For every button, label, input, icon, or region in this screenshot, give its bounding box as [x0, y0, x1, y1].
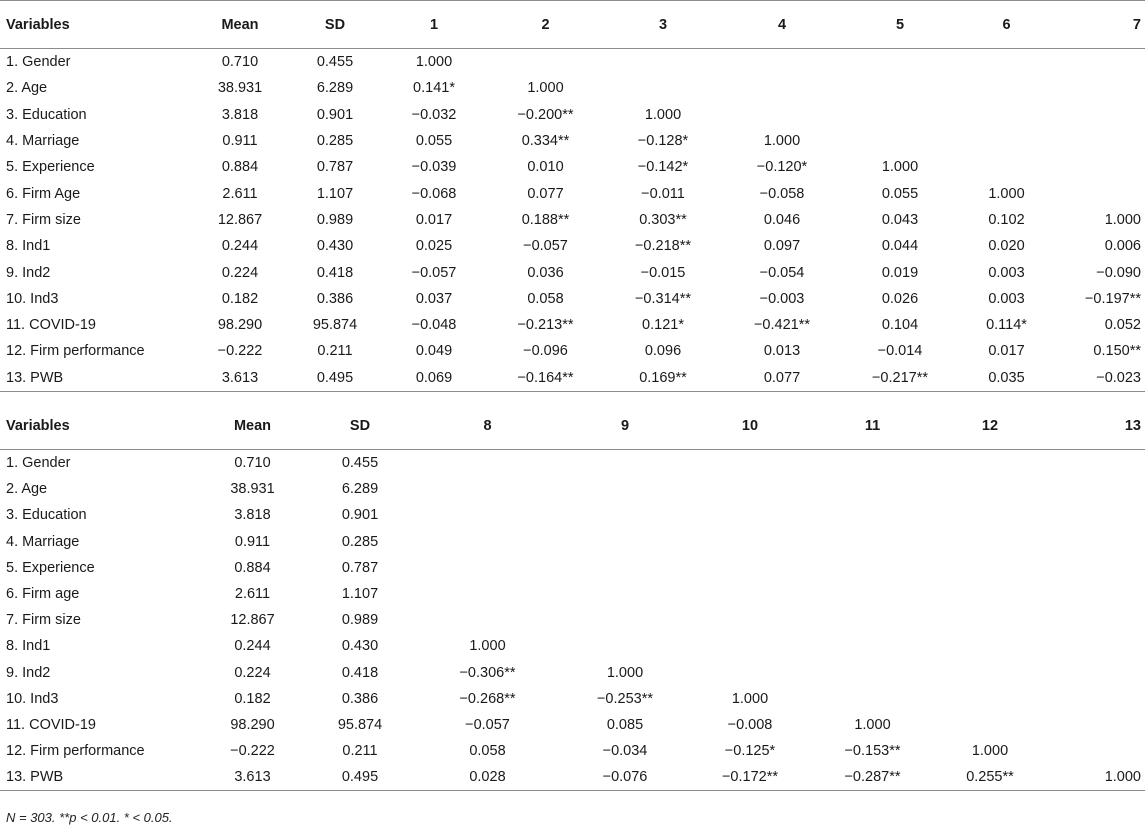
- value-cell: 1.000: [971, 743, 1009, 760]
- variable-name-cell: 6. Firm age: [6, 586, 80, 603]
- value-cell: 0.418: [316, 264, 354, 281]
- value-cell: [1054, 102, 1145, 128]
- header-sd: SD: [324, 16, 346, 33]
- value-cell: [841, 128, 959, 154]
- value-cell: −0.015: [640, 264, 686, 281]
- value-cell: 0.141*: [413, 80, 455, 97]
- value-cell: 0.058: [527, 290, 564, 307]
- value-cell: 0.055: [881, 185, 919, 202]
- value-cell: 0.901: [341, 507, 379, 524]
- correlation-table-part-2: [0, 402, 1145, 791]
- header-col-6: 6: [1002, 16, 1011, 33]
- table-row: [0, 75, 1145, 101]
- header-col-13: 13: [1124, 417, 1141, 434]
- variable-name-cell: 13. PWB: [6, 369, 64, 386]
- value-cell: [1045, 502, 1145, 528]
- value-cell: [1045, 738, 1145, 764]
- value-cell: −0.287**: [844, 769, 901, 786]
- value-cell: 0.046: [763, 211, 801, 228]
- value-cell: [560, 581, 690, 607]
- value-cell: [560, 450, 690, 477]
- table-body-part-2: [0, 450, 1145, 791]
- value-cell: [603, 49, 723, 76]
- value-cell: 0.211: [342, 743, 378, 760]
- value-cell: −0.268**: [459, 690, 516, 707]
- value-cell: [1054, 128, 1145, 154]
- value-cell: 38.931: [230, 481, 275, 498]
- value-cell: [1054, 49, 1145, 76]
- value-cell: 0.455: [316, 54, 354, 71]
- value-cell: 0.255**: [966, 769, 1014, 786]
- value-cell: −0.003: [759, 290, 805, 307]
- value-cell: [690, 660, 810, 686]
- value-cell: 95.874: [337, 716, 383, 733]
- value-cell: 0.028: [469, 769, 506, 786]
- value-cell: 0.911: [222, 133, 258, 150]
- variable-name-cell: 12. Firm performance: [6, 743, 145, 760]
- value-cell: [415, 581, 560, 607]
- value-cell: [935, 502, 1045, 528]
- variable-name-cell: 11. COVID-19: [6, 317, 96, 334]
- value-cell: 0.044: [881, 238, 919, 255]
- value-cell: 1.000: [988, 185, 1025, 202]
- value-cell: 0.169**: [639, 369, 687, 386]
- value-cell: −0.200**: [517, 106, 574, 123]
- value-cell: 1.000: [854, 716, 891, 733]
- value-cell: [690, 529, 810, 555]
- value-cell: 0.096: [644, 343, 682, 360]
- value-cell: −0.153**: [844, 743, 901, 760]
- header-col-1: 1: [429, 16, 439, 33]
- value-cell: [935, 581, 1045, 607]
- table-row: [0, 581, 1145, 607]
- value-cell: −0.023: [1096, 369, 1141, 386]
- value-cell: 0.884: [234, 559, 271, 576]
- value-cell: 0.710: [221, 54, 259, 71]
- value-cell: −0.218**: [634, 238, 692, 255]
- value-cell: 0.787: [341, 559, 379, 576]
- value-cell: 0.303**: [639, 211, 687, 228]
- value-cell: [690, 607, 810, 633]
- value-cell: 0.182: [221, 290, 259, 307]
- value-cell: 0.019: [881, 264, 919, 281]
- value-cell: [1045, 712, 1145, 738]
- header-col-2: 2: [541, 16, 550, 33]
- value-cell: −0.034: [602, 743, 648, 760]
- value-cell: 0.884: [221, 159, 259, 176]
- table-row: [0, 207, 1145, 233]
- table-row: [0, 764, 1145, 791]
- value-cell: [1045, 607, 1145, 633]
- variable-name-cell: 6. Firm Age: [6, 185, 81, 202]
- value-cell: 1.000: [527, 80, 564, 97]
- value-cell: 0.069: [415, 369, 453, 386]
- value-cell: 0.020: [988, 238, 1025, 255]
- value-cell: −0.222: [217, 343, 263, 360]
- value-cell: [810, 686, 935, 712]
- table-row: [0, 607, 1145, 633]
- value-cell: 2.611: [222, 185, 258, 202]
- value-cell: −0.068: [411, 185, 457, 202]
- value-cell: [1045, 633, 1145, 659]
- table-row: [0, 450, 1145, 477]
- value-cell: 12.867: [230, 612, 275, 629]
- value-cell: 3.818: [234, 507, 271, 524]
- value-cell: −0.421**: [753, 317, 811, 334]
- value-cell: 0.224: [234, 664, 271, 681]
- value-cell: 0.006: [1104, 238, 1141, 255]
- value-cell: [1045, 450, 1145, 477]
- variable-name-cell: 4. Marriage: [6, 533, 80, 550]
- value-cell: 1.000: [606, 664, 644, 681]
- value-cell: 0.386: [341, 690, 379, 707]
- value-cell: 0.085: [606, 716, 644, 733]
- table-row: [0, 102, 1145, 128]
- value-cell: 0.077: [763, 369, 801, 386]
- header-col-8: 8: [483, 417, 492, 434]
- table-row: [0, 338, 1145, 364]
- value-cell: 0.104: [881, 317, 919, 334]
- value-cell: 0.182: [234, 690, 271, 707]
- value-cell: 0.043: [881, 211, 919, 228]
- value-cell: [810, 607, 935, 633]
- value-cell: 38.931: [217, 80, 263, 97]
- value-cell: 1.000: [644, 106, 682, 123]
- variable-name-cell: 9. Ind2: [6, 264, 51, 281]
- value-cell: −0.096: [523, 343, 568, 360]
- value-cell: [810, 529, 935, 555]
- value-cell: 0.013: [763, 343, 801, 360]
- table-row: [0, 286, 1145, 312]
- value-cell: 0.386: [316, 290, 354, 307]
- table-row: [0, 233, 1145, 259]
- value-cell: 6.289: [316, 80, 354, 97]
- value-cell: [935, 712, 1045, 738]
- value-cell: −0.213**: [517, 317, 574, 334]
- value-cell: −0.142*: [637, 159, 689, 176]
- value-cell: [415, 555, 560, 581]
- value-cell: [690, 633, 810, 659]
- value-cell: 3.613: [221, 369, 259, 386]
- value-cell: [415, 607, 560, 633]
- variable-name-cell: 10. Ind3: [6, 290, 59, 307]
- value-cell: [1045, 476, 1145, 502]
- value-cell: 1.000: [731, 690, 769, 707]
- table-row: [0, 180, 1145, 206]
- value-cell: [959, 75, 1054, 101]
- value-cell: −0.057: [411, 264, 457, 281]
- value-cell: −0.164**: [517, 369, 574, 386]
- variable-name-cell: 4. Marriage: [6, 133, 80, 150]
- value-cell: [935, 450, 1045, 477]
- value-cell: [810, 555, 935, 581]
- header-col-3: 3: [658, 16, 668, 33]
- header-col-7: 7: [1132, 16, 1141, 33]
- value-cell: 0.026: [881, 290, 919, 307]
- value-cell: 0.244: [234, 638, 271, 655]
- value-cell: [810, 633, 935, 659]
- value-cell: 0.003: [988, 264, 1025, 281]
- value-cell: [959, 49, 1054, 76]
- header-mean: Mean: [221, 16, 259, 33]
- variable-name-cell: 10. Ind3: [6, 690, 59, 707]
- value-cell: 0.052: [1104, 317, 1141, 334]
- table-row: [0, 312, 1145, 338]
- variable-name-cell: 8. Ind1: [6, 238, 51, 255]
- variable-name-cell: 8. Ind1: [6, 638, 51, 655]
- value-cell: 0.989: [341, 612, 379, 629]
- value-cell: 0.334**: [521, 133, 570, 150]
- value-cell: [935, 555, 1045, 581]
- value-cell: 0.244: [221, 238, 259, 255]
- value-cell: [1054, 154, 1145, 180]
- value-cell: 0.710: [234, 455, 271, 472]
- value-cell: 2.611: [234, 586, 271, 603]
- value-cell: 0.495: [341, 769, 379, 786]
- value-cell: 1.000: [881, 159, 919, 176]
- value-cell: −0.314**: [634, 290, 692, 307]
- value-cell: 98.290: [217, 317, 263, 334]
- value-cell: [723, 102, 841, 128]
- variable-name-cell: 1. Gender: [6, 455, 71, 472]
- value-cell: −0.125*: [724, 743, 776, 760]
- variable-name-cell: 2. Age: [6, 481, 48, 498]
- value-cell: 0.058: [469, 743, 506, 760]
- variable-name-cell: 5. Experience: [6, 159, 95, 176]
- value-cell: 0.055: [415, 133, 453, 150]
- table-header-row: [0, 1, 1145, 49]
- value-cell: 0.017: [415, 211, 453, 228]
- value-cell: [1045, 686, 1145, 712]
- value-cell: −0.014: [877, 343, 923, 360]
- table-row: [0, 476, 1145, 502]
- value-cell: −0.058: [759, 185, 805, 202]
- value-cell: [841, 49, 959, 76]
- correlation-table-part-1: [0, 0, 1145, 392]
- value-cell: [1045, 581, 1145, 607]
- value-cell: [810, 660, 935, 686]
- value-cell: −0.039: [411, 159, 457, 176]
- value-cell: 6.289: [341, 481, 379, 498]
- table-row: [0, 712, 1145, 738]
- table-row: [0, 633, 1145, 659]
- value-cell: 0.035: [988, 369, 1025, 386]
- variable-name-cell: 1. Gender: [6, 54, 71, 71]
- value-cell: [935, 633, 1045, 659]
- value-cell: −0.306**: [459, 664, 516, 681]
- value-cell: 0.003: [988, 290, 1025, 307]
- table-row: [0, 660, 1145, 686]
- value-cell: −0.048: [411, 317, 457, 334]
- value-cell: −0.090: [1096, 264, 1141, 281]
- value-cell: 1.000: [415, 54, 453, 71]
- value-cell: 95.874: [312, 317, 358, 334]
- value-cell: 0.285: [316, 133, 354, 150]
- header-mean: Mean: [233, 417, 272, 434]
- value-cell: 1.107: [316, 185, 354, 202]
- header-col-12: 12: [981, 417, 999, 434]
- value-cell: [690, 502, 810, 528]
- header-col-4: 4: [777, 16, 787, 33]
- variable-name-cell: 9. Ind2: [6, 664, 51, 681]
- value-cell: −0.197**: [1084, 290, 1141, 307]
- value-cell: [415, 529, 560, 555]
- value-cell: [841, 102, 959, 128]
- value-cell: [959, 154, 1054, 180]
- table-row: [0, 365, 1145, 392]
- value-cell: [935, 529, 1045, 555]
- value-cell: −0.120*: [756, 159, 808, 176]
- table-row: [0, 502, 1145, 528]
- variable-name-cell: 11. COVID-19: [6, 716, 96, 733]
- value-cell: [690, 450, 810, 477]
- value-cell: 0.188**: [521, 211, 570, 228]
- value-cell: −0.054: [759, 264, 805, 281]
- value-cell: [1045, 660, 1145, 686]
- table-row: [0, 154, 1145, 180]
- value-cell: [935, 476, 1045, 502]
- value-cell: 0.097: [763, 238, 801, 255]
- value-cell: 3.613: [234, 769, 271, 786]
- value-cell: 0.285: [341, 533, 379, 550]
- value-cell: −0.217**: [871, 369, 929, 386]
- value-cell: 0.901: [316, 106, 354, 123]
- table-row: [0, 555, 1145, 581]
- table-row: [0, 259, 1145, 285]
- value-cell: 0.430: [316, 238, 354, 255]
- value-cell: [560, 633, 690, 659]
- header-col-9: 9: [620, 417, 630, 434]
- value-cell: −0.253**: [596, 690, 654, 707]
- value-cell: −0.008: [727, 716, 773, 733]
- header-variables: Variables: [6, 16, 70, 33]
- header-variables: Variables: [6, 417, 70, 434]
- value-cell: 0.787: [316, 159, 354, 176]
- value-cell: 0.017: [988, 343, 1025, 360]
- table-header-row: [0, 402, 1145, 450]
- value-cell: [1045, 555, 1145, 581]
- value-cell: [1045, 529, 1145, 555]
- header-col-5: 5: [895, 16, 905, 33]
- variable-name-cell: 2. Age: [6, 80, 48, 97]
- table-row: [0, 529, 1145, 555]
- value-cell: [935, 686, 1045, 712]
- value-cell: [560, 555, 690, 581]
- value-cell: 0.077: [527, 185, 564, 202]
- value-cell: [810, 581, 935, 607]
- value-cell: 98.290: [230, 716, 275, 733]
- value-cell: 12.867: [217, 211, 263, 228]
- value-cell: 0.495: [316, 369, 354, 386]
- variable-name-cell: 12. Firm performance: [6, 343, 145, 360]
- value-cell: [415, 476, 560, 502]
- value-cell: [560, 502, 690, 528]
- value-cell: −0.222: [230, 743, 275, 760]
- table-body-part-1: [0, 49, 1145, 392]
- variable-name-cell: 13. PWB: [6, 769, 64, 786]
- value-cell: −0.128*: [637, 133, 689, 150]
- value-cell: [1054, 180, 1145, 206]
- value-cell: [959, 102, 1054, 128]
- value-cell: 1.000: [469, 638, 506, 655]
- value-cell: −0.032: [411, 106, 457, 123]
- value-cell: [810, 476, 935, 502]
- table-row: [0, 128, 1145, 154]
- value-cell: [723, 49, 841, 76]
- value-cell: [488, 49, 603, 76]
- value-cell: [935, 660, 1045, 686]
- value-cell: 0.455: [341, 455, 379, 472]
- value-cell: [1054, 75, 1145, 101]
- value-cell: [935, 607, 1045, 633]
- value-cell: [560, 529, 690, 555]
- value-cell: [603, 75, 723, 101]
- value-cell: 0.114*: [986, 317, 1027, 334]
- value-cell: −0.057: [465, 716, 510, 733]
- value-cell: 0.010: [527, 159, 564, 176]
- variable-name-cell: 5. Experience: [6, 559, 95, 576]
- value-cell: 0.989: [316, 211, 354, 228]
- value-cell: [690, 476, 810, 502]
- value-cell: −0.076: [602, 769, 648, 786]
- value-cell: [415, 502, 560, 528]
- value-cell: 0.037: [415, 290, 453, 307]
- value-cell: 0.211: [317, 343, 353, 360]
- variable-name-cell: 7. Firm size: [6, 612, 81, 629]
- value-cell: 0.025: [415, 238, 453, 255]
- value-cell: 0.224: [221, 264, 259, 281]
- value-cell: 0.036: [527, 264, 564, 281]
- value-cell: 0.430: [341, 638, 379, 655]
- table-row: [0, 738, 1145, 764]
- value-cell: −0.057: [523, 238, 568, 255]
- value-cell: 0.418: [341, 664, 379, 681]
- value-cell: 0.121*: [642, 317, 684, 334]
- value-cell: [415, 450, 560, 477]
- value-cell: 0.102: [988, 211, 1025, 228]
- value-cell: [560, 607, 690, 633]
- value-cell: [560, 476, 690, 502]
- table-footnote: N = 303. **p < 0.01. * < 0.05.: [6, 810, 173, 825]
- value-cell: [690, 555, 810, 581]
- variable-name-cell: 3. Education: [6, 507, 87, 524]
- header-sd: SD: [349, 417, 371, 434]
- table-row: [0, 686, 1145, 712]
- value-cell: [810, 450, 935, 477]
- header-col-10: 10: [741, 417, 759, 434]
- value-cell: −0.011: [641, 185, 685, 202]
- variable-name-cell: 3. Education: [6, 106, 87, 123]
- value-cell: [810, 502, 935, 528]
- variable-name-cell: 7. Firm size: [6, 211, 81, 228]
- value-cell: [690, 581, 810, 607]
- value-cell: [959, 128, 1054, 154]
- value-cell: 3.818: [221, 106, 259, 123]
- value-cell: −0.172**: [721, 769, 779, 786]
- value-cell: [841, 75, 959, 101]
- value-cell: 1.107: [341, 586, 379, 603]
- value-cell: 1.000: [1104, 769, 1141, 786]
- header-col-11: 11: [864, 417, 881, 434]
- value-cell: [723, 75, 841, 101]
- table-row: [0, 49, 1145, 76]
- value-cell: 0.911: [234, 533, 271, 550]
- value-cell: 1.000: [763, 133, 801, 150]
- value-cell: 0.049: [415, 343, 453, 360]
- value-cell: 0.150**: [1093, 343, 1141, 360]
- value-cell: 1.000: [1104, 211, 1141, 228]
